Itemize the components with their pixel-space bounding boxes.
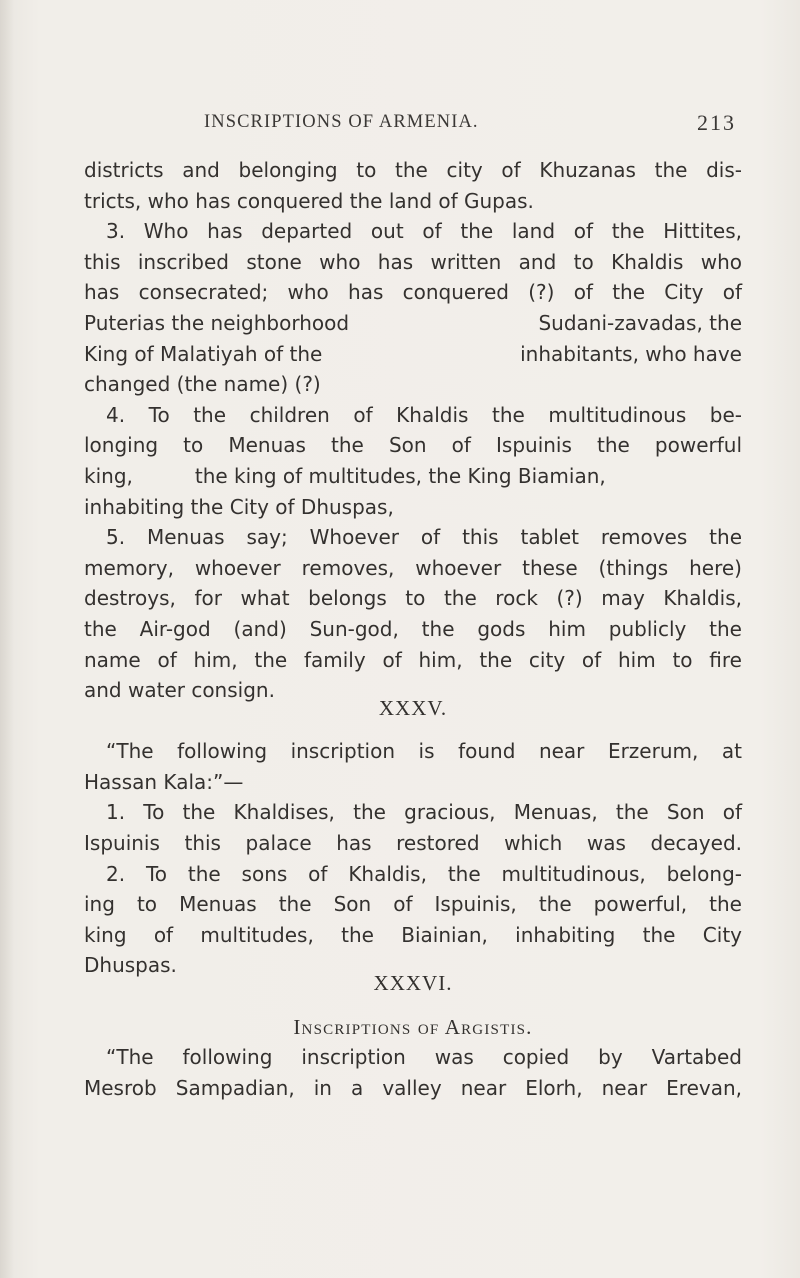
running-head-title: INSCRIPTIONS OF ARMENIA.: [204, 112, 479, 132]
text-fragment: inhabitants, who have: [520, 341, 742, 366]
section-heading-xxxvi: XXXVI.: [373, 971, 453, 996]
text-line: the Air-god (and) Sun-god, the gods him publicly the: [84, 616, 742, 641]
text-fragment: and water consign.: [84, 678, 275, 703]
text-line: inhabiting the City of Dhuspas,: [84, 494, 394, 519]
text-fragment: Puterias the neighborhood: [84, 310, 350, 335]
text-line-gapped: [84, 339, 742, 370]
text-line: Hassan Kala:”—: [84, 769, 244, 794]
text-line: 2. To the sons of Khaldis, the multitudinous, belong-: [106, 861, 742, 886]
section-heading-xxxv: XXXV.: [378, 696, 448, 721]
text-line: longing to Menuas the Son of Ispuinis the powerful: [84, 433, 742, 458]
text-line-with-heading: [84, 950, 742, 996]
text-fragment: Sudani-zavadas, the: [538, 310, 742, 335]
page-number: 213: [697, 110, 736, 135]
text-line-with-heading: [84, 675, 742, 721]
text-line: destroys, for what belongs to the rock (?) may Khaldis,: [84, 586, 742, 611]
text-line: Ispuinis this palace has restored which was decayed.: [84, 831, 742, 856]
text-line: “The following inscription is found near Erzerum, at: [106, 739, 742, 764]
text-line: 5. Menuas say; Whoever of this tablet removes the: [106, 525, 742, 550]
text-line: name of him, the family of him, the city of him to fire: [84, 647, 742, 672]
running-head: [84, 112, 744, 142]
page-body: [84, 155, 742, 1103]
text-fragment: king,: [84, 463, 133, 488]
text-line: has consecrated; who has conquered (?) of the City of: [84, 280, 742, 305]
text-line: “The following inscription was copied by Vartabed: [106, 1045, 742, 1070]
text-fragment: King of Malatiyah of the: [84, 341, 323, 366]
binding-shadow: [0, 0, 14, 1278]
text-line: king of multitudes, the Biainian, inhabiting the City: [84, 922, 742, 947]
text-line: this inscribed stone who has written and to Khaldis who: [84, 249, 742, 274]
text-fragment: Dhuspas.: [84, 953, 177, 978]
text-line-gapped: [84, 461, 742, 492]
text-line: tricts, who has conquered the land of Gupas.: [84, 188, 534, 213]
text-line: changed (the name) (?): [84, 372, 321, 397]
text-fragment: the king of multitudes, the King Biamian,: [194, 463, 606, 488]
text-line-gapped: [84, 308, 742, 339]
text-line: 1. To the Khaldises, the gracious, Menuas, the Son of: [106, 800, 742, 825]
text-line: Mesrob Sampadian, in a valley near Elorh, near Erevan,: [84, 1075, 742, 1100]
text-line: memory, whoever removes, whoever these (things here): [84, 555, 742, 580]
text-line: districts and belonging to the city of Khuzanas the dis-: [84, 158, 742, 182]
text-line: ing to Menuas the Son of Ispuinis, the powerful, the: [84, 892, 742, 917]
section-subheading: Inscriptions of Argistis.: [293, 1014, 533, 1039]
text-line: 3. Who has departed out of the land of the Hittites,: [106, 219, 742, 244]
text-line: 4. To the children of Khaldis the multitudinous be-: [106, 402, 742, 427]
